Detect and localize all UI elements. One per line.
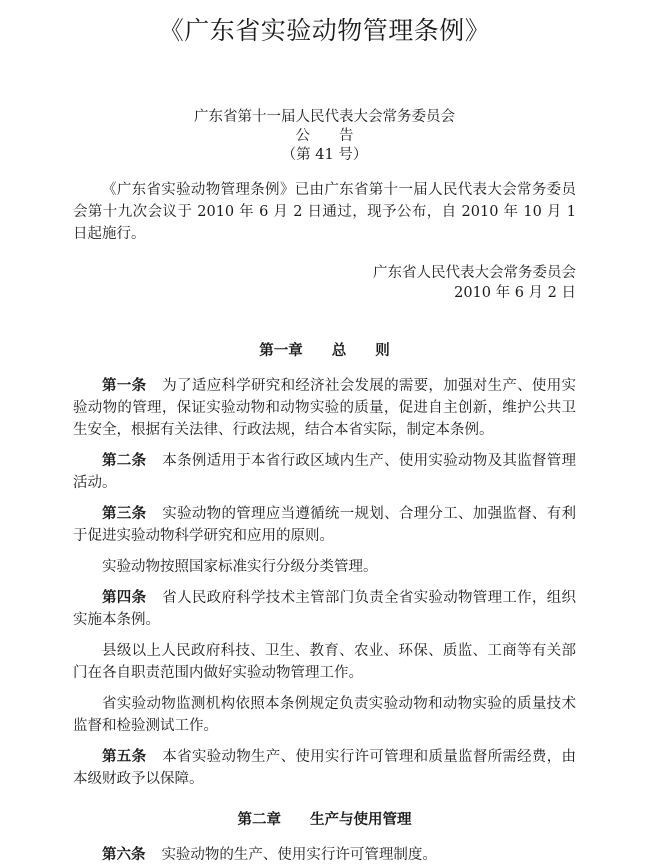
article-5 [73, 746, 576, 790]
article-4-label: 第四条 [102, 589, 147, 606]
article-4-paragraph-2-text: 县级以上人民政府科技、卫生、教育、农业、环保、质监、工商等有关部门在各自职责范围内做好实验动物管理工作。 [73, 643, 576, 681]
chapter-heading-2: 第二章 生产与使用管理 [237, 811, 412, 828]
article-6-text: 实验动物的生产、使用实行许可管理制度。 [161, 847, 437, 863]
article-6-label: 第六条 [102, 846, 146, 863]
article-5-text: 本省实验动物生产、使用实行许可管理和质量监督所需经费，由本级财政予以保障。 [73, 749, 577, 787]
announcement-header [73, 108, 576, 165]
article-4-paragraph-2 [73, 640, 576, 684]
announcement-body: 《广东省实验动物管理条例》已由广东省第十一届人民代表大会常务委员会第十九次会议于 2010 年 6 月 2 日通过，现予公布，自 2010 年 10 月 1 日起施行。 [73, 182, 576, 242]
announcement-issuer: 广东省第十一届人民代表大会常务委员会 [194, 109, 455, 125]
article-3-paragraph-2-text: 实验动物按照国家标准实行分级分类管理。 [102, 559, 378, 575]
article-4-paragraph-3 [73, 693, 576, 737]
article-6 [73, 844, 576, 866]
article-4-paragraph-3-text: 省实验动物监测机构依照本条例规定负责实验动物和动物实验的质量技术监督和检验测试工作。 [73, 696, 576, 734]
article-5-label: 第五条 [102, 748, 147, 765]
article-1-text: 为了适应科学研究和经济社会发展的需要，加强对生产、使用实验动物的管理，保证实验动物和动物实验的质量，促进自主创新，维护公共卫生安全，根据有关法律、行政法规，结合本省实际，制定本条例。 [73, 378, 577, 438]
announcement-number: （第 41 号） [281, 147, 368, 163]
article-3-paragraph-2 [73, 556, 576, 578]
signature-date: 2010 年 6 月 2 日 [454, 285, 576, 301]
signature-organization: 广东省人民代表大会常务委员会 [373, 265, 576, 281]
chapter-heading-1: 第一章 总 则 [259, 342, 390, 359]
article-2 [73, 450, 576, 494]
article-3 [73, 503, 576, 547]
article-4-text: 省人民政府科学技术主管部门负责全省实验动物管理工作，组织实施本条例。 [73, 590, 577, 628]
article-3-text: 实验动物的管理应当遵循统一规划、合理分工、加强监督、有利于促进实验动物科学研究和应用的原则。 [73, 506, 577, 544]
signature-block [73, 263, 576, 303]
announcement-type: 公 告 [295, 128, 354, 144]
page-title: 《广东省实验动物管理条例》 [158, 16, 491, 45]
article-2-label: 第二条 [102, 452, 147, 469]
article-3-label: 第三条 [102, 505, 147, 522]
article-1-label: 第一条 [102, 377, 147, 394]
article-4 [73, 587, 576, 631]
article-1 [73, 375, 576, 441]
article-2-text: 本条例适用于本省行政区域内生产、使用实验动物及其监督管理活动。 [73, 453, 577, 491]
